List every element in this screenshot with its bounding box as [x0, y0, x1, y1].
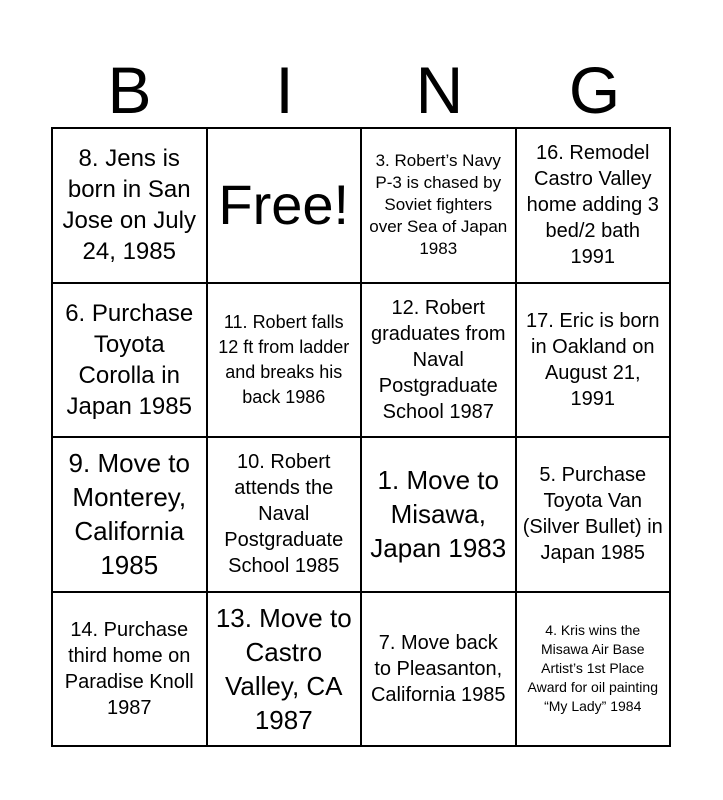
bingo-cell-text: 6. Purchase Toyota Corolla in Japan 1985	[65, 299, 194, 420]
bingo-cell-text: 17. Eric is born in Oakland on August 21, 1991	[526, 309, 660, 410]
free-space-text: Free!	[218, 173, 350, 237]
bingo-cell[interactable]	[517, 284, 672, 439]
free-space-cell[interactable]	[208, 129, 363, 284]
bingo-cell[interactable]	[517, 593, 672, 748]
bingo-cell[interactable]	[208, 284, 363, 439]
bingo-card-grid	[51, 127, 671, 747]
bingo-cell-text: 5. Purchase Toyota Van (Silver Bullet) in Japan 1985	[522, 464, 663, 565]
bingo-cell-text: 9. Move to Monterey, California 1985	[68, 448, 190, 581]
bingo-cell[interactable]	[208, 593, 363, 748]
bingo-cell[interactable]	[362, 129, 517, 284]
bingo-cell[interactable]	[517, 129, 672, 284]
bingo-cell-text: 11. Robert falls 12 ft from ladder and breaks his back 1986	[218, 311, 350, 407]
header-letter-i: I	[275, 53, 294, 127]
header-letter-g: G	[568, 53, 621, 127]
bingo-cell[interactable]	[53, 284, 208, 439]
bingo-header	[52, 52, 672, 128]
bingo-cell-text: 1. Move to Misawa, Japan 1983	[370, 465, 507, 564]
bingo-cell[interactable]	[517, 438, 672, 593]
bingo-cell[interactable]	[53, 593, 208, 748]
bingo-cell-text: 16. Remodel Castro Valley home adding 3 bed/2 bath 1991	[526, 142, 659, 269]
bingo-cell[interactable]	[53, 438, 208, 593]
bingo-cell[interactable]	[362, 593, 517, 748]
bingo-cell-text: 7. Move back to Pleasanton, California 1985	[370, 631, 506, 706]
bingo-cell-text: 4. Kris wins the Misawa Air Base Artist’s 1st Place Award for oil painting “My Lady” 1984	[527, 622, 658, 715]
header-letter-n: N	[415, 53, 464, 127]
bingo-cell-text: 12. Robert graduates from Naval Postgraduate School 1987	[370, 296, 506, 423]
bingo-cell-text: 13. Move to Castro Valley, CA 1987	[215, 602, 352, 735]
bingo-cell[interactable]	[208, 438, 363, 593]
header-letter-b: B	[107, 53, 152, 127]
bingo-cell-text: 3. Robert’s Navy P-3 is chased by Soviet fighters over Sea of Japan 1983	[369, 151, 508, 259]
bingo-cell-text: 10. Robert attends the Naval Postgraduate School 1985	[224, 451, 344, 578]
bingo-cell-text: 8. Jens is born in San Jose on July 24, 1985	[62, 145, 196, 266]
bingo-cell[interactable]	[362, 438, 517, 593]
bingo-cell-text: 14. Purchase third home on Paradise Knoll 1987	[64, 618, 194, 719]
bingo-cell[interactable]	[53, 129, 208, 284]
bingo-cell[interactable]	[362, 284, 517, 439]
